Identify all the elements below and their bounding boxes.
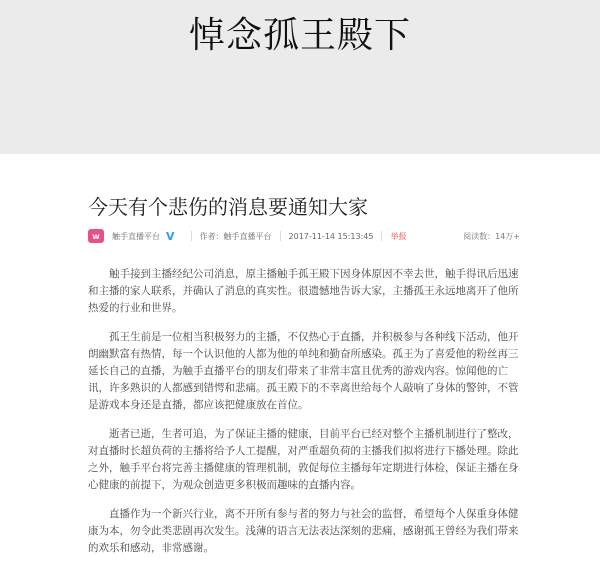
article-headline: 今天有个悲伤的消息要通知大家 (88, 195, 368, 219)
publish-timestamp: 2017-11-14 15:13:45 (288, 231, 374, 241)
paragraph: 直播作为一个新兴行业，离不开所有参与者的努力与社会的监督，希望每个人保重身体健康为本，勿令此类悲剧再次发生。浅薄的语言无法表达深刻的悲痛，感谢孤王曾经为我们带来的欢乐和感动，非常感谢。 (88, 508, 519, 554)
author-name: 触手直播平台 (223, 231, 272, 241)
paragraph: 逝者已逝，生者可追，为了保证主播的健康，目前平台已经对整个主播机制进行了整改，对直播时长超负荷的主播将给予人工提醒，对严重超负荷的主播我们拟将进行下播处理。除此之外，触手平台将完善主播健康的管理机制，敦促每位主播每年定期进行体检，保证主播在身心健康的前提下，为观众创造更多积极而趣味的直播内容。 (88, 428, 519, 491)
source-name[interactable]: 触手直播平台 (112, 231, 160, 241)
article-body (88, 266, 520, 569)
author-label: 作者： (199, 231, 224, 241)
chushou-logo-icon[interactable]: w (88, 229, 104, 243)
read-count: 阅读数：14万+ (463, 231, 520, 241)
divider (280, 231, 281, 241)
paragraph: 孤王生前是一位相当积极努力的主播，不仅热心于直播，并积极参与各种线下活动，他开朗幽默富有热情，每一个认识他的人都为他的单纯和勤奋所感染。孤王为了喜爱他的粉丝再三延长自己的直播，为触手直播平台的朋友们带来了非常丰富且优秀的游戏内容。惊闻他的亡讯，许多熟识的人都感到错愕和悲痛。孤王殿下的不幸离世给每个人敲响了身体的警钟，不管是游戏本身还是直播，都应该把健康放在首位。 (88, 331, 519, 411)
verified-v-icon: V (166, 229, 175, 243)
report-link[interactable]: 举报 (390, 231, 407, 241)
memorial-banner (0, 0, 600, 154)
banner-title: 悼念孤王殿下 (188, 15, 411, 56)
divider (191, 231, 192, 241)
paragraph: 触手接到主播经纪公司消息，原主播触手孤王殿下因身体原因不幸去世，触手得讯后迅速和主播的家人联系，并确认了消息的真实性。很遗憾地告诉大家，主播孤王永远地离开了他所热爱的行业和世界。 (88, 268, 519, 314)
divider (381, 231, 382, 241)
article-meta (88, 227, 520, 245)
